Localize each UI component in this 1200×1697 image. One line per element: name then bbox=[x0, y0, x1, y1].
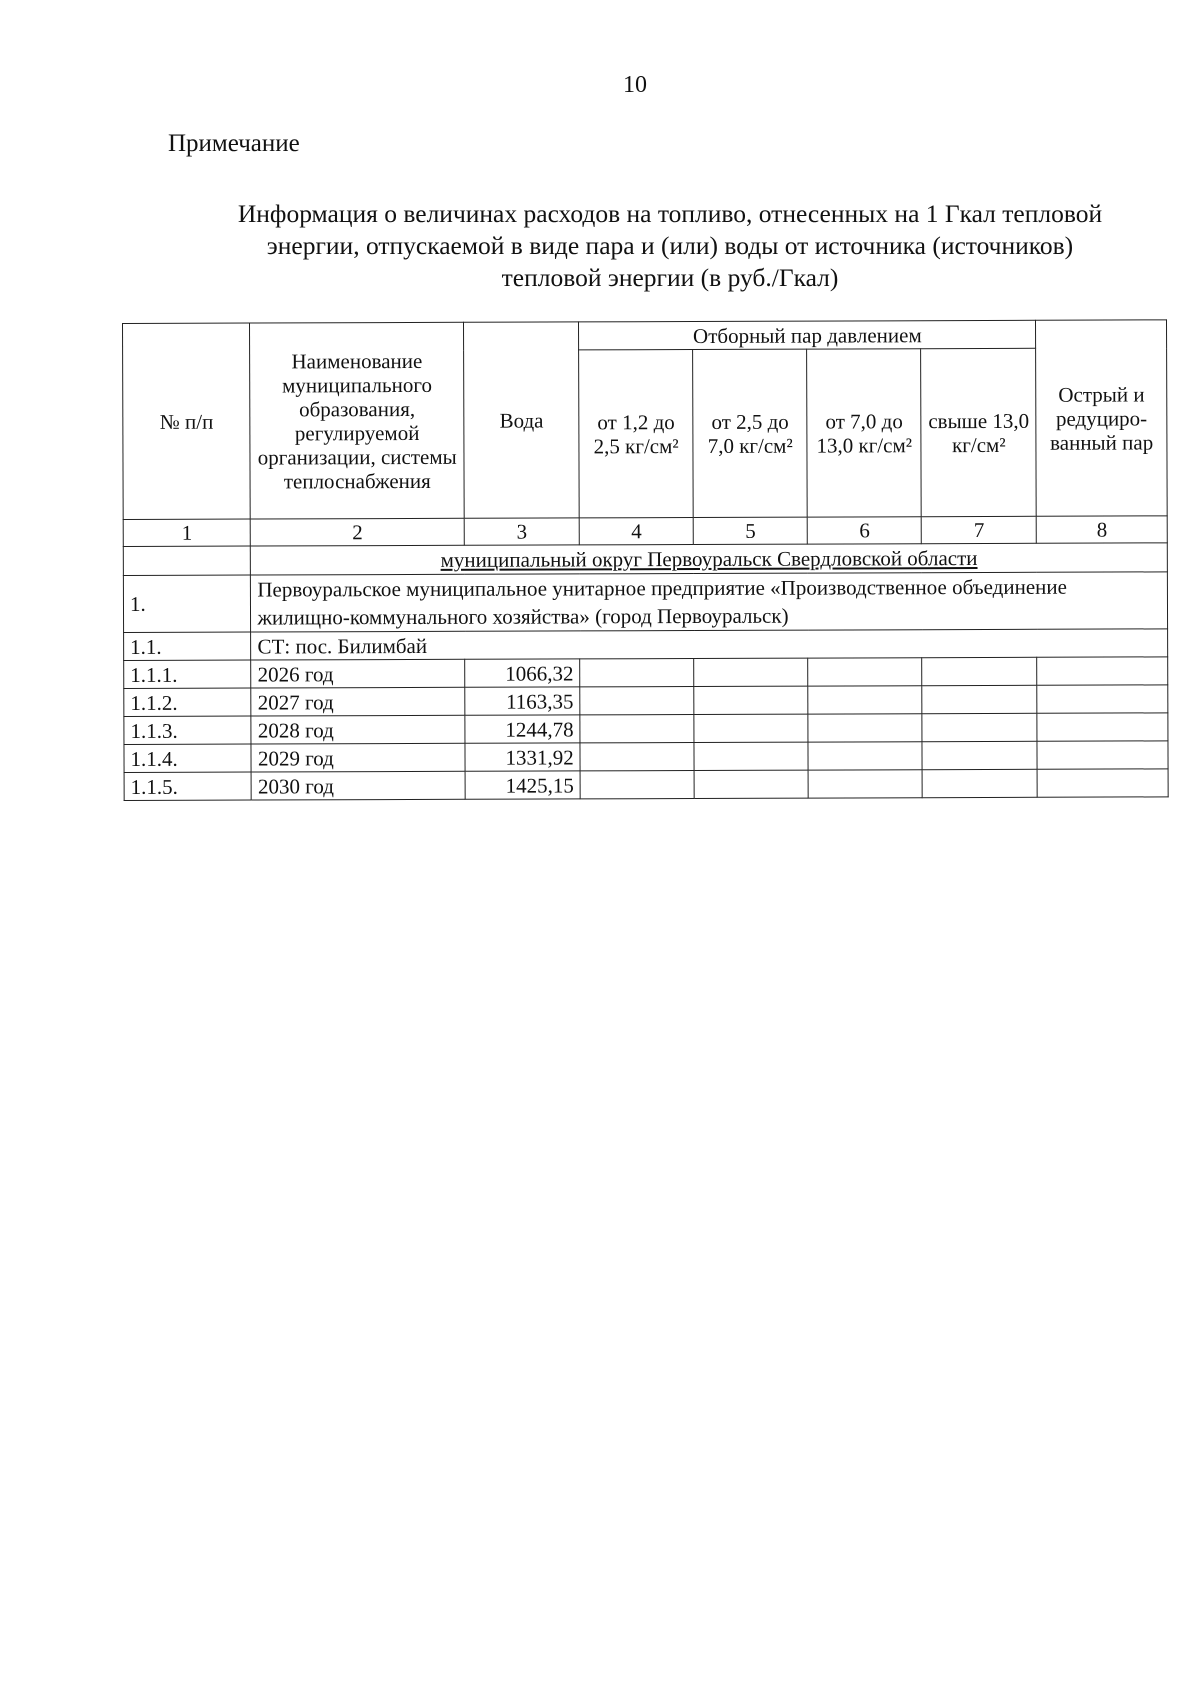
empty-cell bbox=[808, 742, 922, 770]
row-water-value: 1425,15 bbox=[465, 771, 580, 799]
header-num: № п/п bbox=[123, 323, 251, 519]
table-row bbox=[124, 769, 1168, 801]
column-number: 3 bbox=[464, 518, 579, 545]
row-water-value: 1066,32 bbox=[465, 659, 580, 687]
column-number: 2 bbox=[251, 518, 465, 546]
row-num: 1.1.1. bbox=[124, 660, 252, 688]
column-number: 8 bbox=[1037, 516, 1168, 543]
row-water-value: 1331,92 bbox=[465, 743, 580, 771]
table-row bbox=[124, 741, 1168, 773]
row-water-value: 1163,35 bbox=[465, 687, 580, 715]
column-number: 4 bbox=[579, 518, 693, 545]
column-number: 6 bbox=[807, 517, 921, 544]
title-line: Информация о величинах расходов на топливо, отнесенных на 1 Гкал тепловой bbox=[237, 199, 1103, 228]
column-number: 7 bbox=[922, 516, 1037, 543]
empty-cell bbox=[1037, 685, 1168, 713]
empty-cell bbox=[580, 771, 694, 799]
row-num: 1.1.4. bbox=[124, 744, 252, 772]
column-number: 1 bbox=[123, 519, 250, 546]
note-label: Примечание bbox=[168, 130, 300, 157]
header-steam-3: от 7,0 до 13,0 кг/см² bbox=[807, 349, 922, 517]
header-sharp-steam: Острый и редуциро-ванный пар bbox=[1036, 320, 1167, 516]
empty-cell bbox=[808, 658, 922, 686]
table-row bbox=[124, 657, 1168, 689]
empty-cell bbox=[1037, 657, 1168, 685]
page-number: 10 bbox=[623, 72, 647, 98]
row-year: 2028 год bbox=[251, 715, 465, 744]
table-row bbox=[124, 713, 1168, 745]
region-name: муниципальный округ Первоуральск Свердловской области bbox=[251, 543, 1168, 575]
row-num: 1.1.3. bbox=[124, 716, 252, 744]
row-year: 2026 год bbox=[251, 659, 465, 688]
empty-cell bbox=[580, 743, 694, 771]
empty-cell bbox=[808, 714, 922, 742]
header-steam-2: от 2,5 до 7,0 кг/см² bbox=[693, 349, 808, 517]
empty-cell bbox=[580, 659, 694, 687]
empty-cell bbox=[694, 686, 808, 714]
row-water-value: 1244,78 bbox=[465, 715, 580, 743]
fuel-cost-table bbox=[122, 319, 1169, 801]
table-row bbox=[124, 685, 1168, 717]
row-year: 2029 год bbox=[251, 743, 465, 772]
header-steam-1: от 1,2 до 2,5 кг/см² bbox=[579, 350, 694, 518]
row-year: 2030 год bbox=[251, 771, 465, 800]
empty-cell bbox=[808, 770, 922, 798]
empty-cell bbox=[694, 658, 808, 686]
region-empty-cell bbox=[123, 546, 251, 575]
empty-cell bbox=[922, 657, 1037, 685]
empty-cell bbox=[694, 770, 808, 798]
organization-name: Первоуральское муниципальное унитарное предприятие «Производственное объединение жилищно-коммунального хозяйства» (город Первоуральск) bbox=[251, 572, 1168, 632]
header-steam-4: свыше 13,0 кг/см² bbox=[921, 348, 1037, 516]
empty-cell bbox=[694, 714, 808, 742]
title-line: тепловой энергии (в руб./Гкал) bbox=[501, 263, 839, 292]
row-num: 1.1.2. bbox=[124, 688, 252, 716]
empty-cell bbox=[922, 685, 1037, 713]
header-name: Наименование муниципального образования, регулируемой организации, системы теплоснабжения bbox=[250, 322, 464, 519]
column-number: 5 bbox=[693, 517, 807, 544]
empty-cell bbox=[580, 715, 694, 743]
empty-cell bbox=[1037, 713, 1168, 741]
empty-cell bbox=[922, 713, 1037, 741]
empty-cell bbox=[1037, 741, 1168, 769]
empty-cell bbox=[694, 742, 808, 770]
empty-cell bbox=[808, 686, 922, 714]
empty-cell bbox=[922, 741, 1037, 769]
system-name: СТ: пос. Билимбай bbox=[251, 629, 1168, 660]
empty-cell bbox=[580, 687, 694, 715]
header-water: Вода bbox=[464, 322, 580, 518]
empty-cell bbox=[922, 769, 1037, 797]
title-line: энергии, отпускаемой в виде пара и (или) воды от источника (источников) bbox=[266, 231, 1074, 260]
system-num: 1.1. bbox=[124, 632, 252, 660]
empty-cell bbox=[1038, 769, 1169, 797]
header-steam-group: Отборный пар давлением bbox=[579, 320, 1036, 350]
row-year: 2027 год bbox=[251, 687, 465, 716]
organization-num: 1. bbox=[123, 575, 251, 632]
row-num: 1.1.5. bbox=[124, 772, 252, 800]
document-title bbox=[180, 198, 1160, 294]
